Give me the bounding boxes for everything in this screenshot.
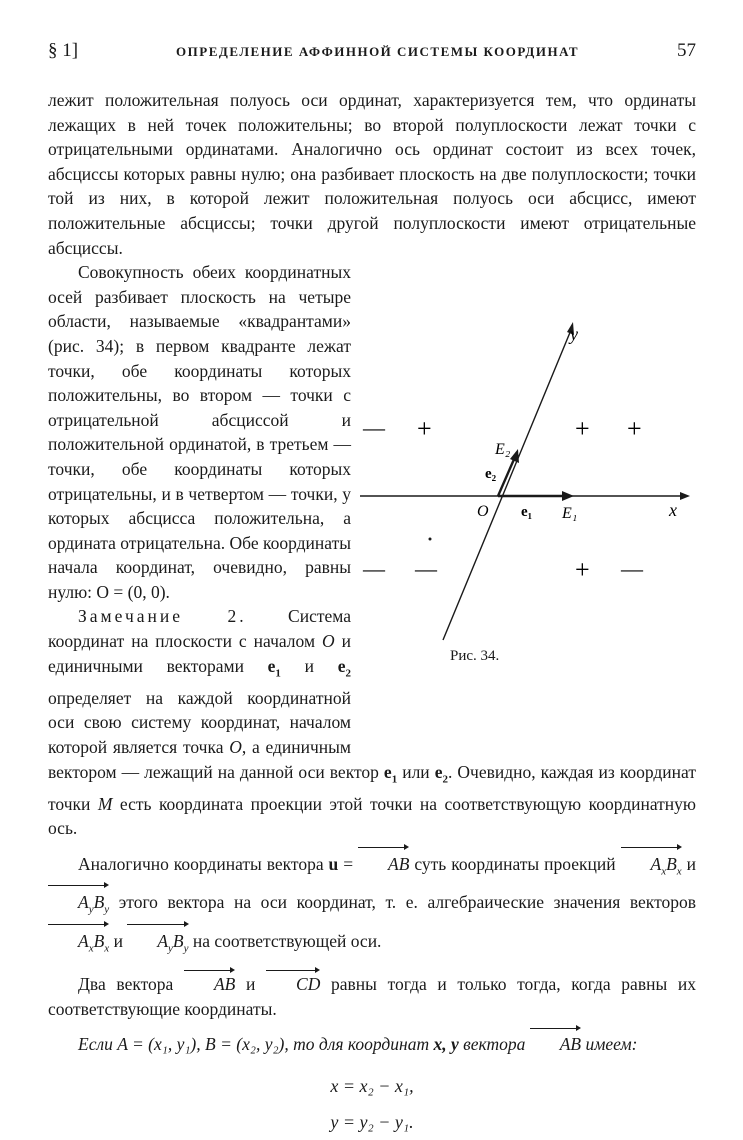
p5-text: имеем:	[581, 1033, 638, 1054]
vector-e2: $e_2$	[434, 761, 448, 786]
vector-ab: AB	[358, 849, 409, 880]
remark-text: есть координата проекции этой точки на соответствующую координатную ось.	[48, 793, 696, 839]
sign-q3-y: —	[415, 556, 437, 581]
p3-text: на соответствующей оси.	[188, 930, 382, 951]
paragraph-5	[48, 1030, 696, 1058]
formula-y: y = y₂ − y₁.	[330, 1111, 414, 1132]
vector-e1-head	[562, 491, 574, 501]
sign-q4-y: —	[621, 556, 643, 581]
p3-text: суть координаты проекций	[409, 853, 621, 874]
page-number: 57	[676, 40, 696, 61]
label-E2: E₂	[495, 441, 511, 458]
remark-text: Система координат на плоскости с началом	[48, 606, 351, 652]
vector-u: u	[328, 853, 339, 874]
vector-e1: $e_1$	[383, 761, 398, 786]
page-header	[48, 40, 696, 72]
remark-text: , а единичным вектором — лежащий на данной оси вектор	[48, 736, 384, 782]
label-y: y	[570, 324, 578, 344]
vector-e2-letter: e	[337, 655, 346, 676]
p5-text: Если	[78, 1033, 118, 1054]
sign-q4-x: +	[575, 555, 590, 584]
label-e1: e₁	[521, 504, 533, 520]
vector-ab: AB	[530, 1030, 581, 1058]
vector-ayby: $A_yB_y$	[127, 926, 188, 965]
point-o: O	[229, 736, 242, 757]
sign-q1-x: +	[575, 414, 590, 443]
y-axis	[443, 330, 571, 640]
label-E1: E₁	[562, 505, 578, 522]
vector-cd: CD	[266, 972, 320, 997]
figure-34-diagram	[355, 318, 695, 648]
remark-label: Замечание 2.	[78, 606, 247, 627]
sign-q2-x: —	[363, 415, 385, 440]
label-e2: e₂	[485, 466, 497, 482]
vector-e1: $e_1$	[267, 655, 281, 680]
figure-caption: Рис. 34.	[450, 648, 500, 664]
vector-ab: AB	[184, 972, 235, 997]
p5-text: то для координат	[293, 1033, 434, 1054]
p3-text: этого вектора на оси координат, т. е. алгебраические значения векторов	[109, 892, 696, 913]
remark-text: и	[280, 655, 338, 676]
vector-ayby: $A_yB_y$	[48, 887, 109, 926]
section-number: § 1]	[48, 40, 79, 61]
paragraph-4	[48, 972, 696, 1021]
point-b-coords: B = (x₂, y₂),	[205, 1033, 294, 1054]
remark-text: или	[397, 761, 435, 782]
point-m: M	[97, 793, 113, 814]
remark-text: и единичными векторами	[48, 631, 351, 676]
point-o: O	[322, 631, 335, 652]
point-a-coords: A = (x₁, y₁),	[117, 1033, 206, 1054]
p3-text: Аналогично координаты вектора	[78, 853, 329, 874]
paragraph-2-text: Совокупность обеих координатных осей разбивает плоскость на четыре области, называемые «квадрантами» (рис. 34); в первом квадранте лежат точки, обе координаты которых положительны, во втором — точки с отрицательной абсциссой и положительной ординатой, в третьем — точки, обе координаты которых отрицательны, и в четвертом — точки, у которых абсцисса положительна, а ордината отрицательна. Обе координаты начала координат, очевидно, равны нулю: O = (0, 0).	[48, 262, 351, 602]
stray-dot	[429, 538, 432, 541]
label-x: x	[669, 500, 677, 520]
running-title: ОПРЕДЕЛЕНИЕ АФФИННОЙ СИСТЕМЫ КООРДИНАТ	[176, 44, 580, 59]
figure-34	[355, 318, 695, 668]
p4-text: равны тогда и только тогда, когда равны их соответствующие координаты.	[48, 974, 696, 1019]
sign-q3-x: —	[363, 556, 385, 581]
p4-text: Два вектора	[78, 974, 184, 995]
vector-e2-arrow	[498, 457, 515, 496]
p4-text: и	[235, 974, 267, 995]
remark-text: определяет на каждой координатной оси свою систему координат, началом которой является точка	[48, 687, 351, 757]
vector-e2-head	[510, 449, 519, 463]
p3-text: =	[338, 853, 359, 874]
vector-e2: $e_2$	[337, 655, 351, 680]
sign-q2-y: +	[417, 414, 432, 443]
paragraph-1: лежит положительная полуось оси ординат, характеризуется тем, что ординаты лежащих в ней точек положительны; во второй полуплоскости лежат точки с отрицательными ординатами. Аналогично ось ординат состоит из всех точек, абсциссы которых равны нулю; она разбивает плоскость на две полуплоскости; точки той из них, в которой лежит положительная полуось оси абсцисс, имеют положительные абсциссы; точки другой полуплоскости имеют отрицательные абсциссы.	[48, 90, 696, 258]
p3-text: и	[681, 853, 696, 874]
vector-axbx: $A_xB_x$	[621, 849, 682, 888]
x-axis-arrow	[680, 492, 690, 500]
sign-q1-y: +	[627, 414, 642, 443]
vector-e1-letter: e	[267, 655, 276, 676]
coords-xy: x, y	[433, 1033, 459, 1054]
p5-text: вектора	[458, 1033, 530, 1054]
formula-x: x = x₂ − x₁,	[330, 1075, 414, 1096]
paragraph-3: Аналогично координаты вектора u = AB суть координаты проекций $A_xB_x$ и $A_yB_y$ этого вектора на оси координат, т. е. алгебраические значения векторов $A_xB_x$ и $A_yB_y$ на соответствующей оси.	[48, 849, 696, 965]
vector-axbx: $A_xB_x$	[48, 926, 109, 965]
remark-text: . Очевидно, каждая из координат точки	[48, 761, 696, 814]
label-o: O	[477, 503, 489, 520]
